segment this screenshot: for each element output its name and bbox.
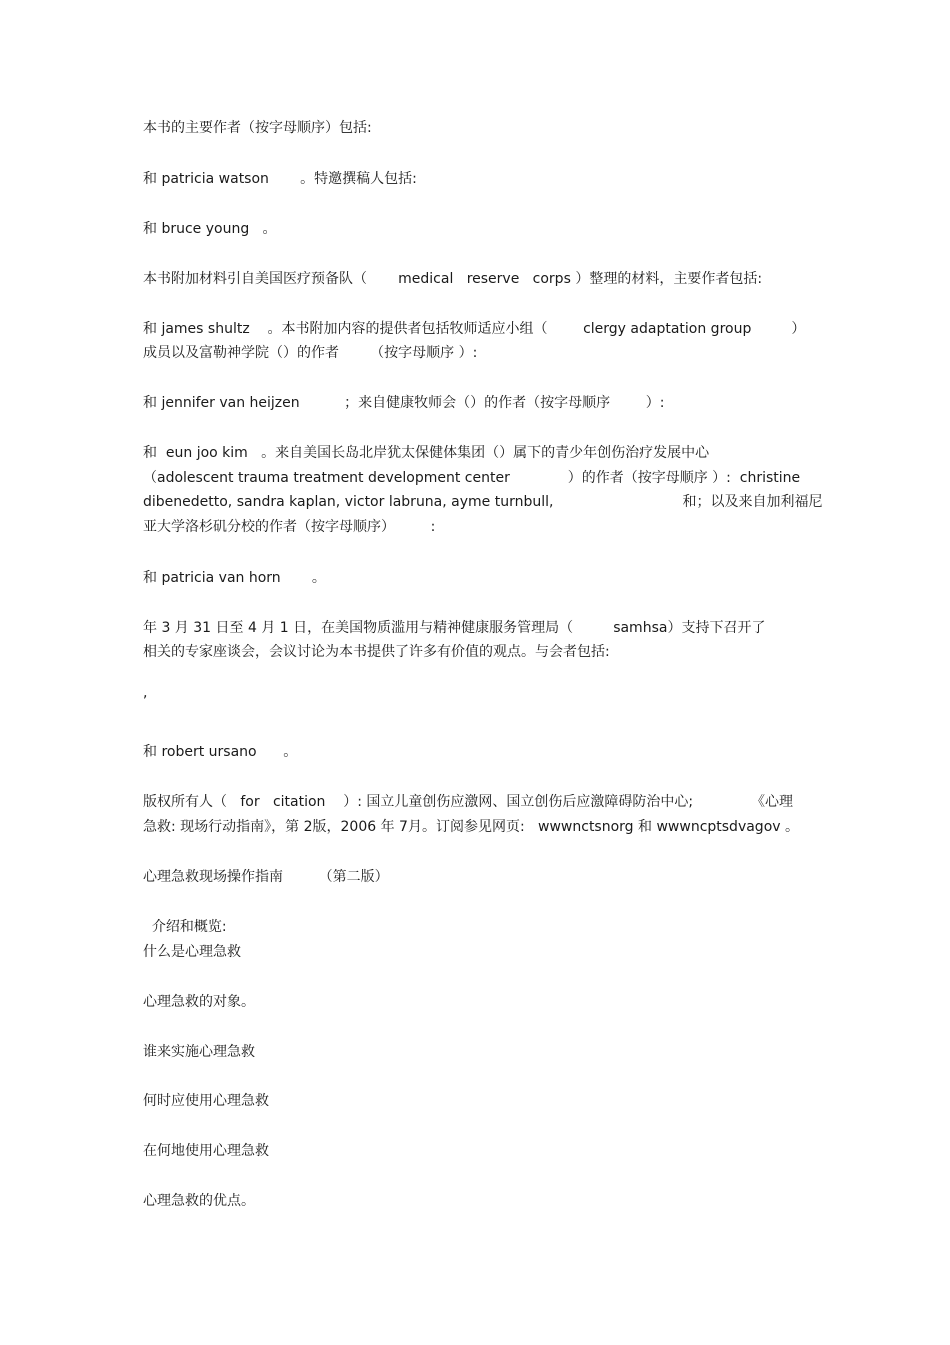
text-line: （adolescent trauma treatment development center ）的作者（按字母顺序 ）: christine (143, 470, 801, 486)
text-line: 介绍和概览: (143, 919, 227, 935)
text-line: 急救: 现场行动指南》，第 2版，2006 年 7月。订阅参见网页: wwwnctsnorg 和 wwwncptsdvagov 。 (143, 819, 799, 835)
text-line: 心理急救的对象。 (143, 994, 255, 1010)
text-line: 成员以及富勒神学院（）的作者 （按字母顺序 ）: (143, 345, 478, 361)
text-line: 什么是心理急救 (143, 944, 241, 960)
text-line: 版权所有人（ for citation ）: 国立儿童创伤应激网、国立创伤后应激障碍防治中心; 《心理 (143, 794, 793, 810)
text-line: 何时应使用心理急救 (143, 1093, 269, 1109)
text-line: dibenedetto, sandra kaplan, victor labruna, ayme turnbull, 和；以及来自加利福尼 (143, 494, 823, 510)
text-line: 谁来实施心理急救 (143, 1044, 255, 1060)
text-line: 和 james shultz 。本书附加内容的提供者包括牧师适应小组（ clergy adaptation group ） (143, 321, 806, 337)
text-line: 相关的专家座谈会，会议讨论为本书提供了许多有价值的观点。与会者包括: (143, 644, 610, 660)
text-line: , (143, 685, 148, 701)
text-line: 在何地使用心理急救 (143, 1143, 269, 1159)
text-line: 和 eun joo kim 。来自美国长岛北岸犹太保健体集团（）属下的青少年创伤治疗发展中心 (143, 445, 710, 461)
text-line: 本书的主要作者（按字母顺序）包括: (143, 120, 372, 136)
text-line: 和 robert ursano 。 (143, 744, 298, 760)
text-line: 和 patricia van horn 。 (143, 570, 326, 586)
text-line: 心理急救的优点。 (143, 1193, 255, 1209)
text-line: 心理急救现场操作指南 （第二版） (143, 869, 389, 885)
text-line: 年 3 月 31 日至 4 月 1 日，在美国物质滥用与精神健康服务管理局（ samhsa）支持下召开了 (143, 620, 766, 636)
text-line: 本书附加材料引自美国医疗预备队（ medical reserve corps ）整理的材料，主要作者包括: (143, 271, 763, 287)
text-line: 和 jennifer van heijzen ；来自健康牧师会（）的作者（按字母顺序 ）: (143, 395, 665, 411)
text-line: 亚大学洛杉矶分校的作者（按字母顺序） : (143, 519, 436, 535)
text-line: 和 bruce young 。 (143, 221, 277, 237)
text-line: 和 patricia watson 。特邀撰稿人包括: (143, 171, 417, 187)
